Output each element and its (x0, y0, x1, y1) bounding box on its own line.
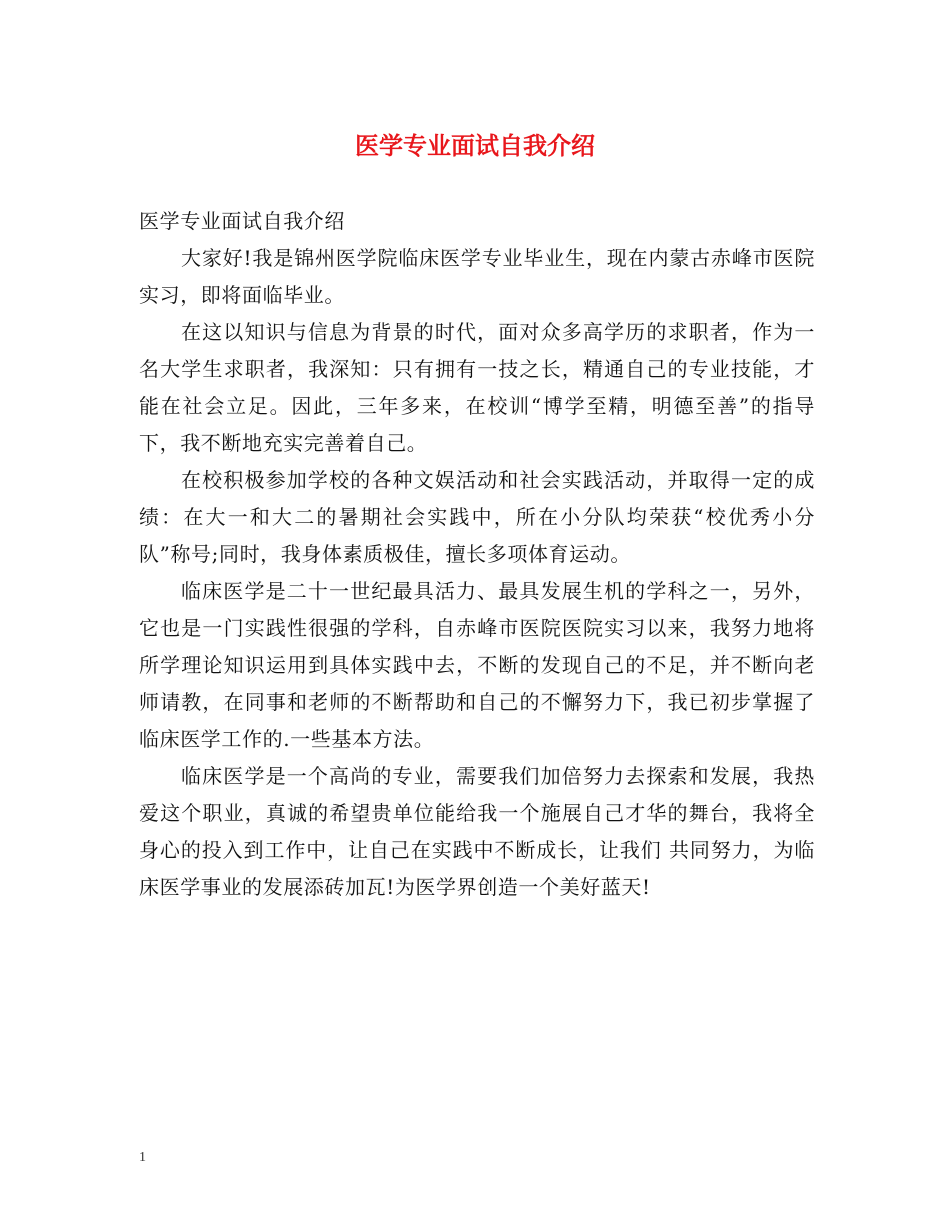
page-number: 1 (139, 1150, 146, 1165)
paragraph-clinical-practice: 临床医学是二十一世纪最具活力、最具发展生机的学科之一，另外，它也是一门实践性很强的学科，自赤峰市医院医院实习以来，我努力地将所学理论知识运用到具体实践中去，不断的发现自己的不足，并不断向老师请教，在同事和老师的不断帮助和自己的不懈努力下，我已初步掌握了临床医学工作的.一些基本方法。 (139, 579, 815, 751)
document-body (139, 203, 815, 906)
document-subtitle: 医学专业面试自我介绍 (139, 209, 345, 233)
paragraph-closing: 临床医学是一个高尚的专业，需要我们加倍努力去探索和发展，我热爱这个职业，真诚的希望贵单位能给我一个施展自己才华的舞台，我将全身心的投入到工作中，让自己在实践中不断成长，让我们 共同努力，为临床医学事业的发展添砖加瓦!为医学界创造一个美好蓝天! (139, 764, 815, 899)
paragraph-greeting: 大家好!我是锦州医学院临床医学专业毕业生，现在内蒙古赤峰市医院实习，即将面临毕业。 (139, 246, 815, 307)
paragraph-knowledge-era: 在这以知识与信息为背景的时代，面对众多高学历的求职者，作为一名大学生求职者，我深知：只有拥有一技之长，精通自己的专业技能，才能在社会立足。因此，三年多来，在校训“博学至精，明德至善”的指导下，我不断地充实完善着自己。 (139, 320, 815, 455)
paragraph-activities: 在校积极参加学校的各种文娱活动和社会实践活动，并取得一定的成绩：在大一和大二的暑期社会实践中，所在小分队均荣获“校优秀小分队”称号;同时，我身体素质极佳，擅长多项体育运动。 (139, 468, 815, 566)
document-title: 医学专业面试自我介绍 (355, 131, 595, 160)
